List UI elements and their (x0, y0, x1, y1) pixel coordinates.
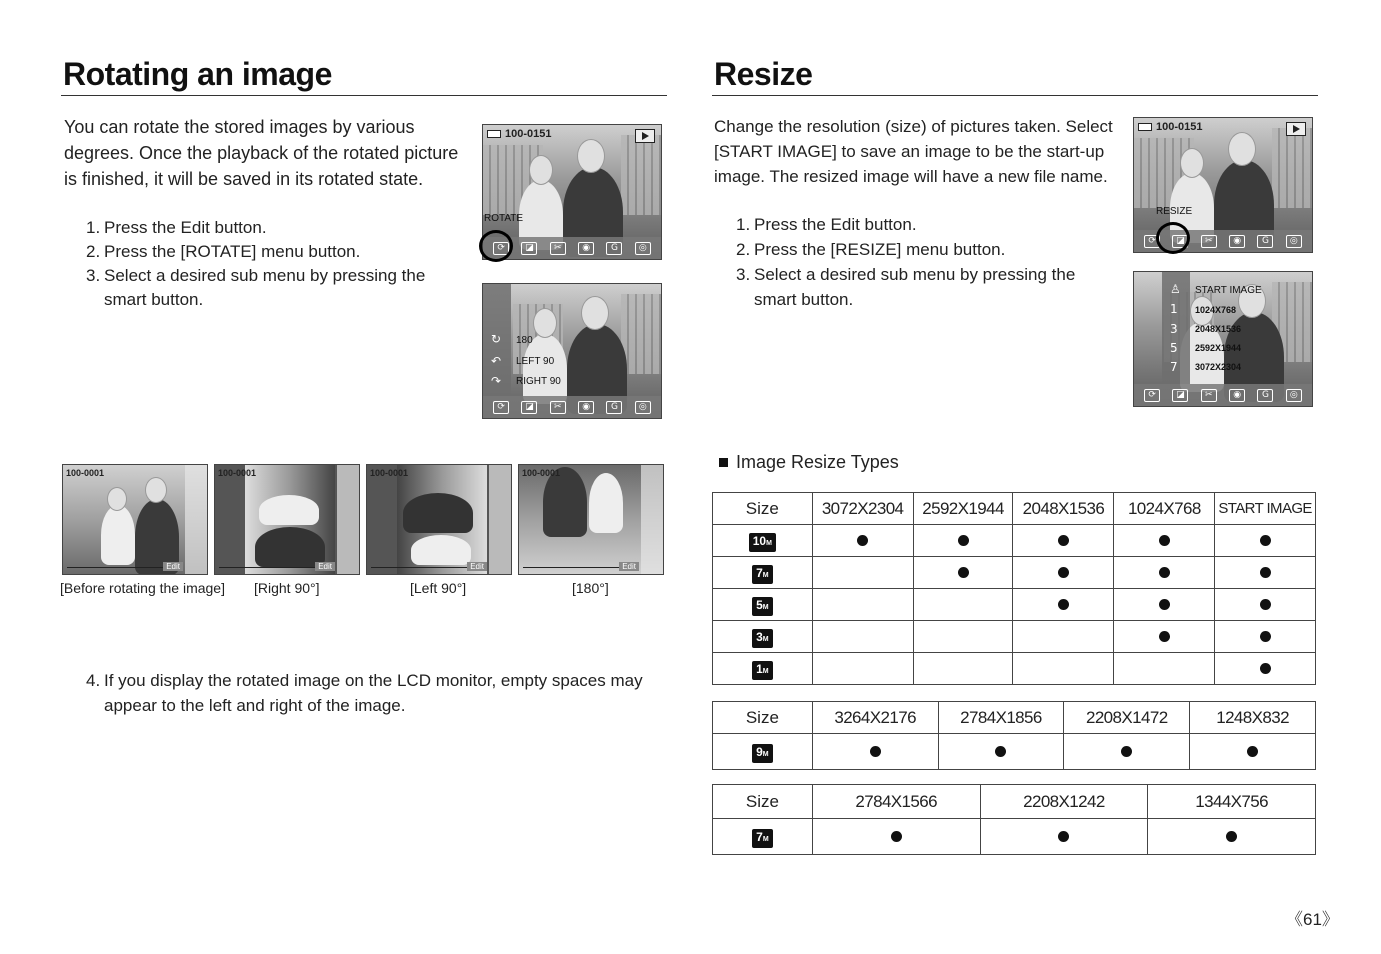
left-title: Rotating an image (63, 56, 332, 92)
edit-button[interactable]: Edit (163, 562, 183, 571)
rotate-icon[interactable]: ⟳ (1144, 235, 1160, 248)
resize-submenu-icons (1162, 272, 1190, 384)
dot-icon (1260, 663, 1271, 674)
edit-button[interactable]: Edit (315, 562, 335, 571)
menu-label: ROTATE (484, 213, 524, 224)
trim-icon[interactable]: ✂ (1201, 389, 1217, 402)
submenu-option[interactable]: 2592X1944 (1195, 343, 1242, 353)
resize-table-3 (712, 784, 1316, 855)
gif-icon[interactable]: G (606, 242, 622, 255)
header-cell: Size (713, 785, 813, 819)
left-title-rule (61, 95, 667, 96)
page-number: 《61》 (1286, 910, 1339, 929)
header-cell: START IMAGE (1215, 493, 1316, 525)
eye-icon[interactable]: ◎ (635, 401, 651, 414)
dot-icon (1121, 746, 1132, 757)
size-10m-icon: 10M (749, 533, 776, 552)
dot-icon (1260, 599, 1271, 610)
right-intro: Change the resolution (size) of pictures taken. Select [START IMAGE] to save an image to be the start-up image. The resized image will have a new file name. (714, 117, 1113, 186)
submenu-option[interactable]: 2048X1536 (1195, 324, 1242, 334)
highlight-circle (479, 230, 513, 262)
table-row (713, 734, 1316, 770)
square-bullet-icon (719, 458, 728, 467)
header-cell: 2208X1242 (980, 785, 1148, 819)
header-cell: 2592X1944 (913, 493, 1013, 525)
dot-icon (958, 567, 969, 578)
header-cell: 1344X756 (1148, 785, 1316, 819)
thumb-180: 100-0001 Edit (518, 464, 664, 575)
rotate-right-icon[interactable]: ↷ (491, 374, 502, 388)
header-cell: 1248X832 (1190, 702, 1316, 734)
table-row (713, 621, 1316, 653)
table-row (713, 525, 1316, 557)
dot-icon (1159, 535, 1170, 546)
resize-icon[interactable]: ◪ (521, 401, 537, 414)
submenu-option[interactable]: 3072X2304 (1195, 362, 1242, 372)
section-heading: Image Resize Types (719, 452, 899, 473)
header-cell: 2784X1856 (938, 702, 1064, 734)
palette-icon[interactable]: ◉ (1229, 235, 1245, 248)
battery-icon (487, 130, 501, 138)
left-intro: You can rotate the stored images by various degrees. Once the playback of the rotated picture is finished, it will be saved in its rotated state. (64, 117, 459, 189)
table-header-row (713, 702, 1316, 734)
size-7m-icon: 7M (752, 829, 773, 848)
header-cell: 2784X1566 (812, 785, 980, 819)
dot-icon (1058, 831, 1069, 842)
caption-before: [Before rotating the image] (60, 580, 225, 596)
size-1m-icon: 1M (752, 661, 773, 680)
play-mode-icon (1286, 122, 1306, 136)
dot-icon (857, 535, 868, 546)
resize-icon[interactable]: ◪ (521, 242, 537, 255)
right-title-rule (712, 95, 1318, 96)
dot-icon (1247, 746, 1258, 757)
dot-icon (870, 746, 881, 757)
size-3m-icon[interactable]: 3 (1170, 322, 1178, 336)
highlight-circle (1156, 222, 1190, 254)
palette-icon[interactable]: ◉ (1229, 389, 1245, 402)
left-step-4 (86, 668, 646, 718)
rotate-icon[interactable]: ⟳ (493, 242, 509, 255)
header-cell: 2208X1472 (1064, 702, 1190, 734)
resize-table-2 (712, 701, 1316, 770)
edit-menu-bar (1134, 384, 1312, 406)
palette-icon[interactable]: ◉ (578, 242, 594, 255)
rotate-icon[interactable]: ⟳ (1144, 389, 1160, 402)
trim-icon[interactable]: ✂ (1201, 235, 1217, 248)
table-row (713, 819, 1316, 855)
size-1m-icon[interactable]: 1 (1170, 302, 1178, 316)
eye-icon[interactable]: ◎ (1286, 389, 1302, 402)
right-title: Resize (714, 56, 813, 92)
gif-icon[interactable]: G (1257, 235, 1273, 248)
dot-icon (1260, 567, 1271, 578)
table-row (713, 589, 1316, 621)
size-9m-icon: 9M (752, 744, 773, 763)
resize-icon[interactable]: ◪ (1172, 235, 1188, 248)
dot-icon (1260, 535, 1271, 546)
battery-icon (1138, 123, 1152, 131)
edit-menu-bar (483, 396, 661, 418)
size-3m-icon: 3M (752, 629, 773, 648)
thumb-before: 100-0001 Edit (62, 464, 208, 575)
menu-label: RESIZE (1156, 206, 1193, 217)
trim-icon[interactable]: ✂ (550, 401, 566, 414)
list-item: 2. Press the [ROTATE] menu button. (86, 242, 361, 261)
gif-icon[interactable]: G (606, 401, 622, 414)
header-cell: Size (713, 702, 813, 734)
list-item: 4. If you display the rotated image on the LCD monitor, empty spaces may appear to the left and right of the image. (86, 671, 643, 715)
list-item: 2. Press the [RESIZE] menu button. (736, 240, 1006, 259)
dot-icon (1260, 631, 1271, 642)
caption-right-90: [Right 90°] (254, 580, 320, 596)
start-image-icon[interactable]: ♙ (1170, 282, 1181, 296)
submenu-option[interactable]: RIGHT 90 (516, 376, 561, 387)
edit-button[interactable]: Edit (619, 562, 639, 571)
header-cell: 2048X1536 (1013, 493, 1114, 525)
file-indicator: 100-0151 (487, 128, 552, 140)
table-row (713, 557, 1316, 589)
rotate-left-icon[interactable]: ↶ (491, 354, 502, 368)
gif-icon[interactable]: G (1257, 389, 1273, 402)
dot-icon (1226, 831, 1237, 842)
list-item: 3. Select a desired sub menu by pressing the smart button. (736, 265, 1076, 309)
resize-screen-2 (1133, 271, 1313, 407)
file-indicator: 100-0151 (1138, 121, 1203, 133)
eye-icon[interactable]: ◎ (1286, 235, 1302, 248)
size-7m-icon[interactable]: 7 (1170, 360, 1178, 374)
dot-icon (1159, 599, 1170, 610)
size-7m-icon: 7M (752, 565, 773, 584)
caption-180: [180°] (572, 580, 609, 596)
list-item: 1. Press the Edit button. (736, 215, 917, 234)
dot-icon (1159, 567, 1170, 578)
list-item: 3. Select a desired sub menu by pressing the smart button. (86, 266, 426, 309)
header-cell: 3072X2304 (812, 493, 913, 525)
dot-icon (891, 831, 902, 842)
rotate-180-icon[interactable]: ↻ (491, 332, 502, 346)
thumb-right-90: 100-0001 Edit (214, 464, 360, 575)
size-5m-icon[interactable]: 5 (1170, 341, 1178, 355)
right-steps (736, 212, 1121, 312)
resize-table-1 (712, 492, 1316, 685)
table-header-row (713, 493, 1316, 525)
edit-button[interactable]: Edit (467, 562, 487, 571)
submenu-option[interactable]: 180 (516, 335, 533, 346)
caption-left-90: [Left 90°] (410, 580, 467, 596)
trim-icon[interactable]: ✂ (550, 242, 566, 255)
rotate-submenu-icons (483, 284, 511, 396)
list-item: 1. Press the Edit button. (86, 218, 267, 237)
table-row (713, 653, 1316, 685)
dot-icon (1058, 567, 1069, 578)
submenu-option[interactable]: START IMAGE (1195, 285, 1262, 296)
header-cell: 3264X2176 (812, 702, 938, 734)
left-steps (86, 216, 466, 312)
submenu-option[interactable]: 1024X768 (1195, 305, 1237, 315)
submenu-option[interactable]: LEFT 90 (516, 356, 555, 367)
dot-icon (995, 746, 1006, 757)
play-mode-icon (635, 129, 655, 143)
dot-icon (958, 535, 969, 546)
table-header-row (713, 785, 1316, 819)
resize-icon[interactable]: ◪ (1172, 389, 1188, 402)
dot-icon (1058, 535, 1069, 546)
dot-icon (1058, 599, 1069, 610)
thumb-left-90: 100-0001 Edit (366, 464, 512, 575)
header-cell: 1024X768 (1114, 493, 1215, 525)
rotate-screen-2 (482, 283, 662, 419)
dot-icon (1159, 631, 1170, 642)
palette-icon[interactable]: ◉ (578, 401, 594, 414)
eye-icon[interactable]: ◎ (635, 242, 651, 255)
size-5m-icon: 5M (752, 597, 773, 616)
header-cell: Size (713, 493, 813, 525)
rotate-icon[interactable]: ⟳ (493, 401, 509, 414)
